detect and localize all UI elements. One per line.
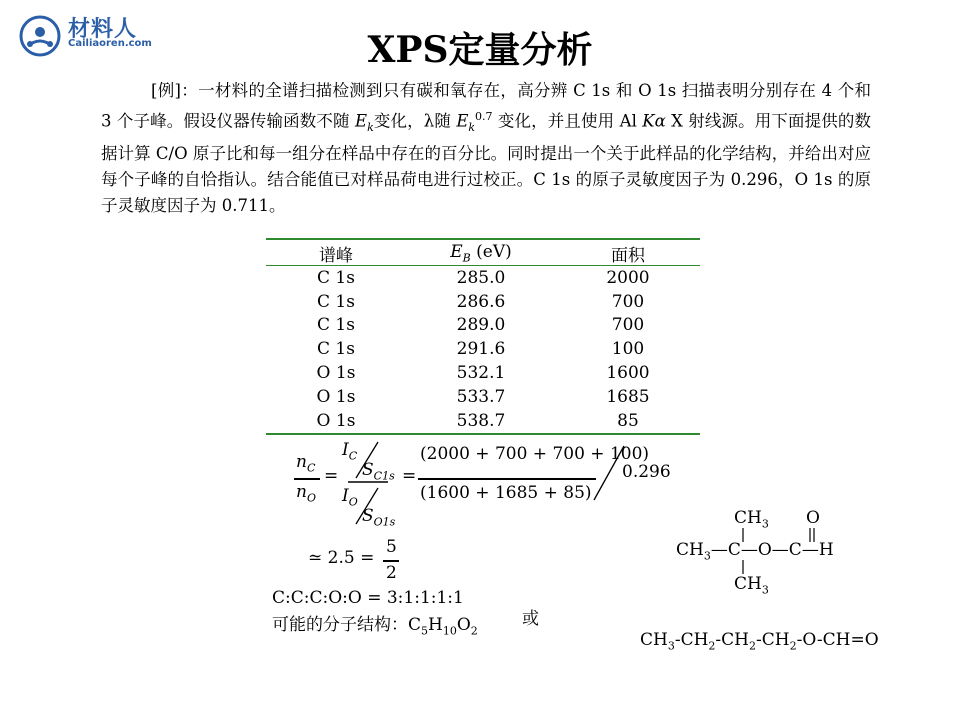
table-row <box>266 385 700 409</box>
binding-energy-cell: 538.7 <box>456 410 506 431</box>
logo-domain-text: Cailiaoren.com <box>68 38 152 49</box>
structure-label: 可能的分子结构： <box>272 615 408 635</box>
sc1s-symbol: $S_{C1s}$ <box>362 460 395 483</box>
table-row <box>266 337 700 361</box>
or-text: 或 <box>522 609 539 629</box>
binding-energy-cell: 289.0 <box>456 315 506 336</box>
so1s-symbol: $S_{O1s}$ <box>362 506 396 529</box>
table-row <box>266 361 700 385</box>
nc-symbol: $n_C$ <box>296 452 316 475</box>
denominator-sum: (1600 + 1685 + 85) <box>420 483 592 503</box>
binding-energy-cell: 532.1 <box>456 363 506 384</box>
molecular-structure-line: 可能的分子结构：$C_5H_{10}O_2$ <box>272 615 478 638</box>
numerator-sum: (2000 + 700 + 700 + 100) <box>420 444 650 464</box>
peak-table <box>266 240 700 433</box>
binding-energy-cell: 286.6 <box>456 291 506 312</box>
c1s-sensitivity-factor: 0.296 <box>622 462 671 482</box>
peak-cell: C 1s <box>317 339 355 360</box>
eb-symbol: E <box>450 241 463 262</box>
ek-subscript: k <box>367 120 374 134</box>
problem-text-4: X 射线源。用下面提供的数据计算 C/O 原子比和每一组分在样品中存在的百分比。同时提出一个关于此样品的化学结构，并给出对应每个子峰的自恰指认。结合能值已对样品荷电进行过校正。C 1s 的原子灵敏度因子为 0.296，O 1s 的原子灵敏度因子为 0.711。 <box>101 111 871 215</box>
no-symbol: $n_O$ <box>296 482 316 505</box>
area-cell: 100 <box>611 339 645 360</box>
linear-structure: $CH_3-CH_2-CH_2-CH_2-O-CH=O$ <box>640 630 879 653</box>
area-cell: 1685 <box>606 386 650 407</box>
binding-energy-cell: 285.0 <box>456 267 506 288</box>
ek2-superscript: 0.7 <box>475 110 493 123</box>
table-header-row <box>266 240 700 266</box>
area-cell: 700 <box>611 291 645 312</box>
peak-cell: C 1s <box>317 267 355 288</box>
problem-text-2: 变化，λ随 <box>373 111 457 131</box>
binding-energy-cell: 533.7 <box>456 386 506 407</box>
ch3-bottom: $CH_3$ <box>734 574 769 597</box>
main-fraction-bar <box>418 478 596 480</box>
atom-ratio: C:C:C:O:O = 3:1:1:1:1 <box>272 588 464 608</box>
equals-sign-2: = <box>402 466 417 486</box>
table-bottom-rule <box>266 433 700 435</box>
ek-symbol: E <box>355 111 368 131</box>
ic-symbol: $I_C$ <box>342 440 358 463</box>
formula-o: O <box>456 615 471 635</box>
ch3-top: $CH_3$ <box>734 508 769 531</box>
logo-brand-text: 材料人 <box>68 17 138 42</box>
peak-cell: O 1s <box>316 363 356 384</box>
ek2-subscript: k <box>468 120 476 134</box>
header-area: 面积 <box>611 245 645 266</box>
page-title: XPS定量分析 <box>367 29 593 71</box>
formula-h: H <box>428 615 443 635</box>
result-fraction-bar <box>383 560 399 562</box>
problem-text-3: 变化，并且使用 Al <box>492 111 643 131</box>
area-cell: 2000 <box>606 267 650 288</box>
main-chain: $CH_3—C—O—C—H$ <box>676 540 834 563</box>
carbonyl-oxygen: O <box>806 508 820 528</box>
header-binding-energy <box>406 240 556 266</box>
header-peak: 谱峰 <box>319 245 353 266</box>
problem-text-1: [例]：一材料的全谱扫描检测到只有碳和氧存在，高分辨 C 1s 和 O 1s 扫描表明分别存在 4 个和 3 个子峰。假设仪器传输函数不随 <box>101 81 871 131</box>
table-row <box>266 314 700 338</box>
table-row <box>266 290 700 314</box>
frac-denominator: 2 <box>386 563 397 583</box>
peak-cell: C 1s <box>317 315 355 336</box>
approx-result: ≃ 2.5 = <box>308 548 375 568</box>
io-symbol: $I_O$ <box>342 486 358 509</box>
peak-cell: O 1s <box>316 410 356 431</box>
area-cell: 1600 <box>606 363 650 384</box>
formula-c: C <box>408 615 422 635</box>
nc-no-fraction-bar <box>294 478 320 480</box>
eb-subscript: B <box>462 251 471 265</box>
area-cell: 700 <box>611 315 645 336</box>
frac-numerator: 5 <box>386 537 397 557</box>
binding-energy-cell: 291.6 <box>456 339 506 360</box>
table-row <box>266 266 700 290</box>
problem-statement <box>101 78 871 219</box>
eb-unit: (eV) <box>470 241 512 262</box>
equals-sign-1: = <box>324 466 339 486</box>
table-row <box>266 409 700 433</box>
peak-cell: C 1s <box>317 291 355 312</box>
ek2-symbol: E <box>456 111 469 131</box>
area-cell: 85 <box>617 410 639 431</box>
peak-cell: O 1s <box>316 386 356 407</box>
kalpha-symbol: Kα <box>642 111 666 131</box>
